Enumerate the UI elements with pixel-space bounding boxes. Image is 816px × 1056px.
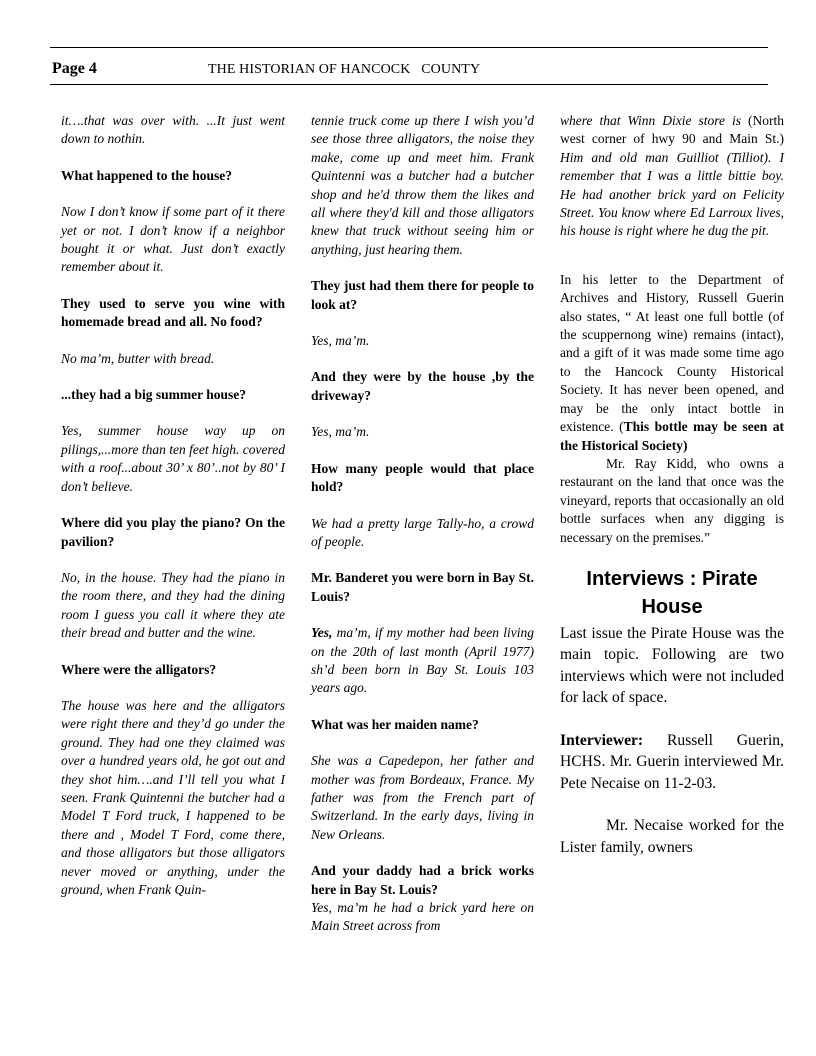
answer-part: where that Winn Dixie store is xyxy=(560,113,748,128)
column-2 xyxy=(311,112,534,936)
answer-text xyxy=(560,112,784,241)
answer-text: Yes, ma’m. xyxy=(311,333,370,349)
question-text: They used to serve you wine with homemade bread and all. No food? xyxy=(61,295,285,330)
interviewer-paragraph xyxy=(560,730,784,795)
section-headline: Interviews : Pirate House xyxy=(586,567,758,618)
answer-text xyxy=(311,624,534,698)
column-1 xyxy=(61,112,285,899)
question-text: Mr. Banderet you were born in Bay St. Louis? xyxy=(311,570,534,604)
answer-text: No ma’m, butter with bread. xyxy=(61,350,215,366)
letter-bold-note: This bottle may be seen at the Historical Society) xyxy=(560,419,785,453)
pirate-house-section xyxy=(560,623,784,859)
answer-text: She was a Capedepon, her father and mother was from Bordeaux, France. My father was from the French part of Switzerland. In the early days, living in New Orleans. xyxy=(311,753,534,842)
interviewer-label: Interviewer: xyxy=(560,731,644,749)
question-text: ...they had a big summer house? xyxy=(61,387,247,403)
letter-text: In his letter to the Department of Archives and History, Russell Guerin also states, “ At least one full bottle (of the scuppernong wine) remains (intact), and a gift of it was made some time ago to the Hancock County Historical Society. It has never been opened, and may be the only intact bottle in existence. ( xyxy=(560,271,784,435)
answer-part: Him and old man Guilliot (Tilliot). I remember that I was a little bittie boy. He had another brick yard on Felicity Street. You know where Ed Larroux lives, his house is right where he dug the pit. xyxy=(560,149,784,239)
answer-text: it….that was over with. ...It just went down to nothin. xyxy=(61,113,285,147)
interviewer-text: Russell Guerin, HCHS. Mr. Guerin interviewed Mr. Pete Necaise on 11-2-03. xyxy=(560,731,784,792)
answer-text: Yes, summer house way up on pilings,...more than ten feet high. covered with a roof...about 30’ x 80’..not by 80’ I don’t believe. xyxy=(61,423,285,494)
answer-lead: Yes, xyxy=(311,625,333,641)
answer-text: The house was here and the alligators were right there and they’d go under the ground. They had one they claimed was over a hundred years old, he got out and they shot him….and I’ll tell you what I seen. Frank Quintenni the butcher had a Model T Ford truck, I happened to be there and , Model T Ford, come there, and those alligators but those alligators never moved or anything, under the ground, when Frank Quin- xyxy=(61,697,285,897)
question-text: And they were by the house ,by the driveway? xyxy=(311,369,534,403)
question-text: And your daddy had a brick works here in Bay St. Louis? xyxy=(311,863,534,897)
column-3 xyxy=(560,112,784,858)
answer-text: Yes, ma’m. xyxy=(311,424,370,440)
question-text: Where did you play the piano? On the pavilion? xyxy=(61,515,285,549)
editor-note: (North west corner of hwy 90 and Main St.) xyxy=(560,113,784,147)
page-number: Page 4 xyxy=(52,60,97,77)
question-text: What happened to the house? xyxy=(61,167,233,183)
question-text: How many people would that place hold? xyxy=(311,460,534,495)
answer-body: ma’m, if my mother had been living on the 20th of last month (April 1977) sh’d been born in Bay St. Louis 103 years ago. xyxy=(311,625,534,696)
answer-text: tennie truck come up there I wish you’d see those three alligators, the noise they make, come up and meet him. Frank Quintenni was a butcher had a butcher shop and he'd throw them the likes and all where they'd kill and those alligators knew that truck without seeing him or anything, just hearing them. xyxy=(311,113,534,257)
answer-text: Yes, ma’m he had a brick yard here on Main Street across from xyxy=(311,900,534,934)
closing-paragraph: Mr. Necaise worked for the Lister family, owners xyxy=(560,817,784,856)
header-bottom-rule xyxy=(50,84,768,85)
publication-title: THE HISTORIAN OF HANCOCK COUNTY xyxy=(208,62,481,77)
question-text: Where were the alligators? xyxy=(61,661,217,677)
answer-text: We had a pretty large Tally-ho, a crowd of people. xyxy=(311,515,534,549)
answer-text: Now I don’t know if some part of it there yet or not. I don’t know if a neighbor bought it or what. Just don’t exactly remember about it. xyxy=(61,204,285,275)
letter-paragraph-2: Mr. Ray Kidd, who owns a restaurant on the land that once was the vineyard, reports that occasionally an old bottle surfaces when any digging is necessary on the premises.” xyxy=(560,455,784,545)
question-text: They just had them there for people to look at? xyxy=(311,278,534,312)
answer-text: No, in the house. They had the piano in the room there, and they had the dining room I guess you call it where they ate their bread and butter and the wine. xyxy=(61,569,285,641)
question-text: What was her maiden name? xyxy=(311,716,479,732)
letter-paragraph xyxy=(560,271,784,455)
header-top-rule xyxy=(50,47,768,48)
intro-paragraph: Last issue the Pirate House was the main topic. Following are two interviews which were not included for lack of space. xyxy=(560,624,784,707)
